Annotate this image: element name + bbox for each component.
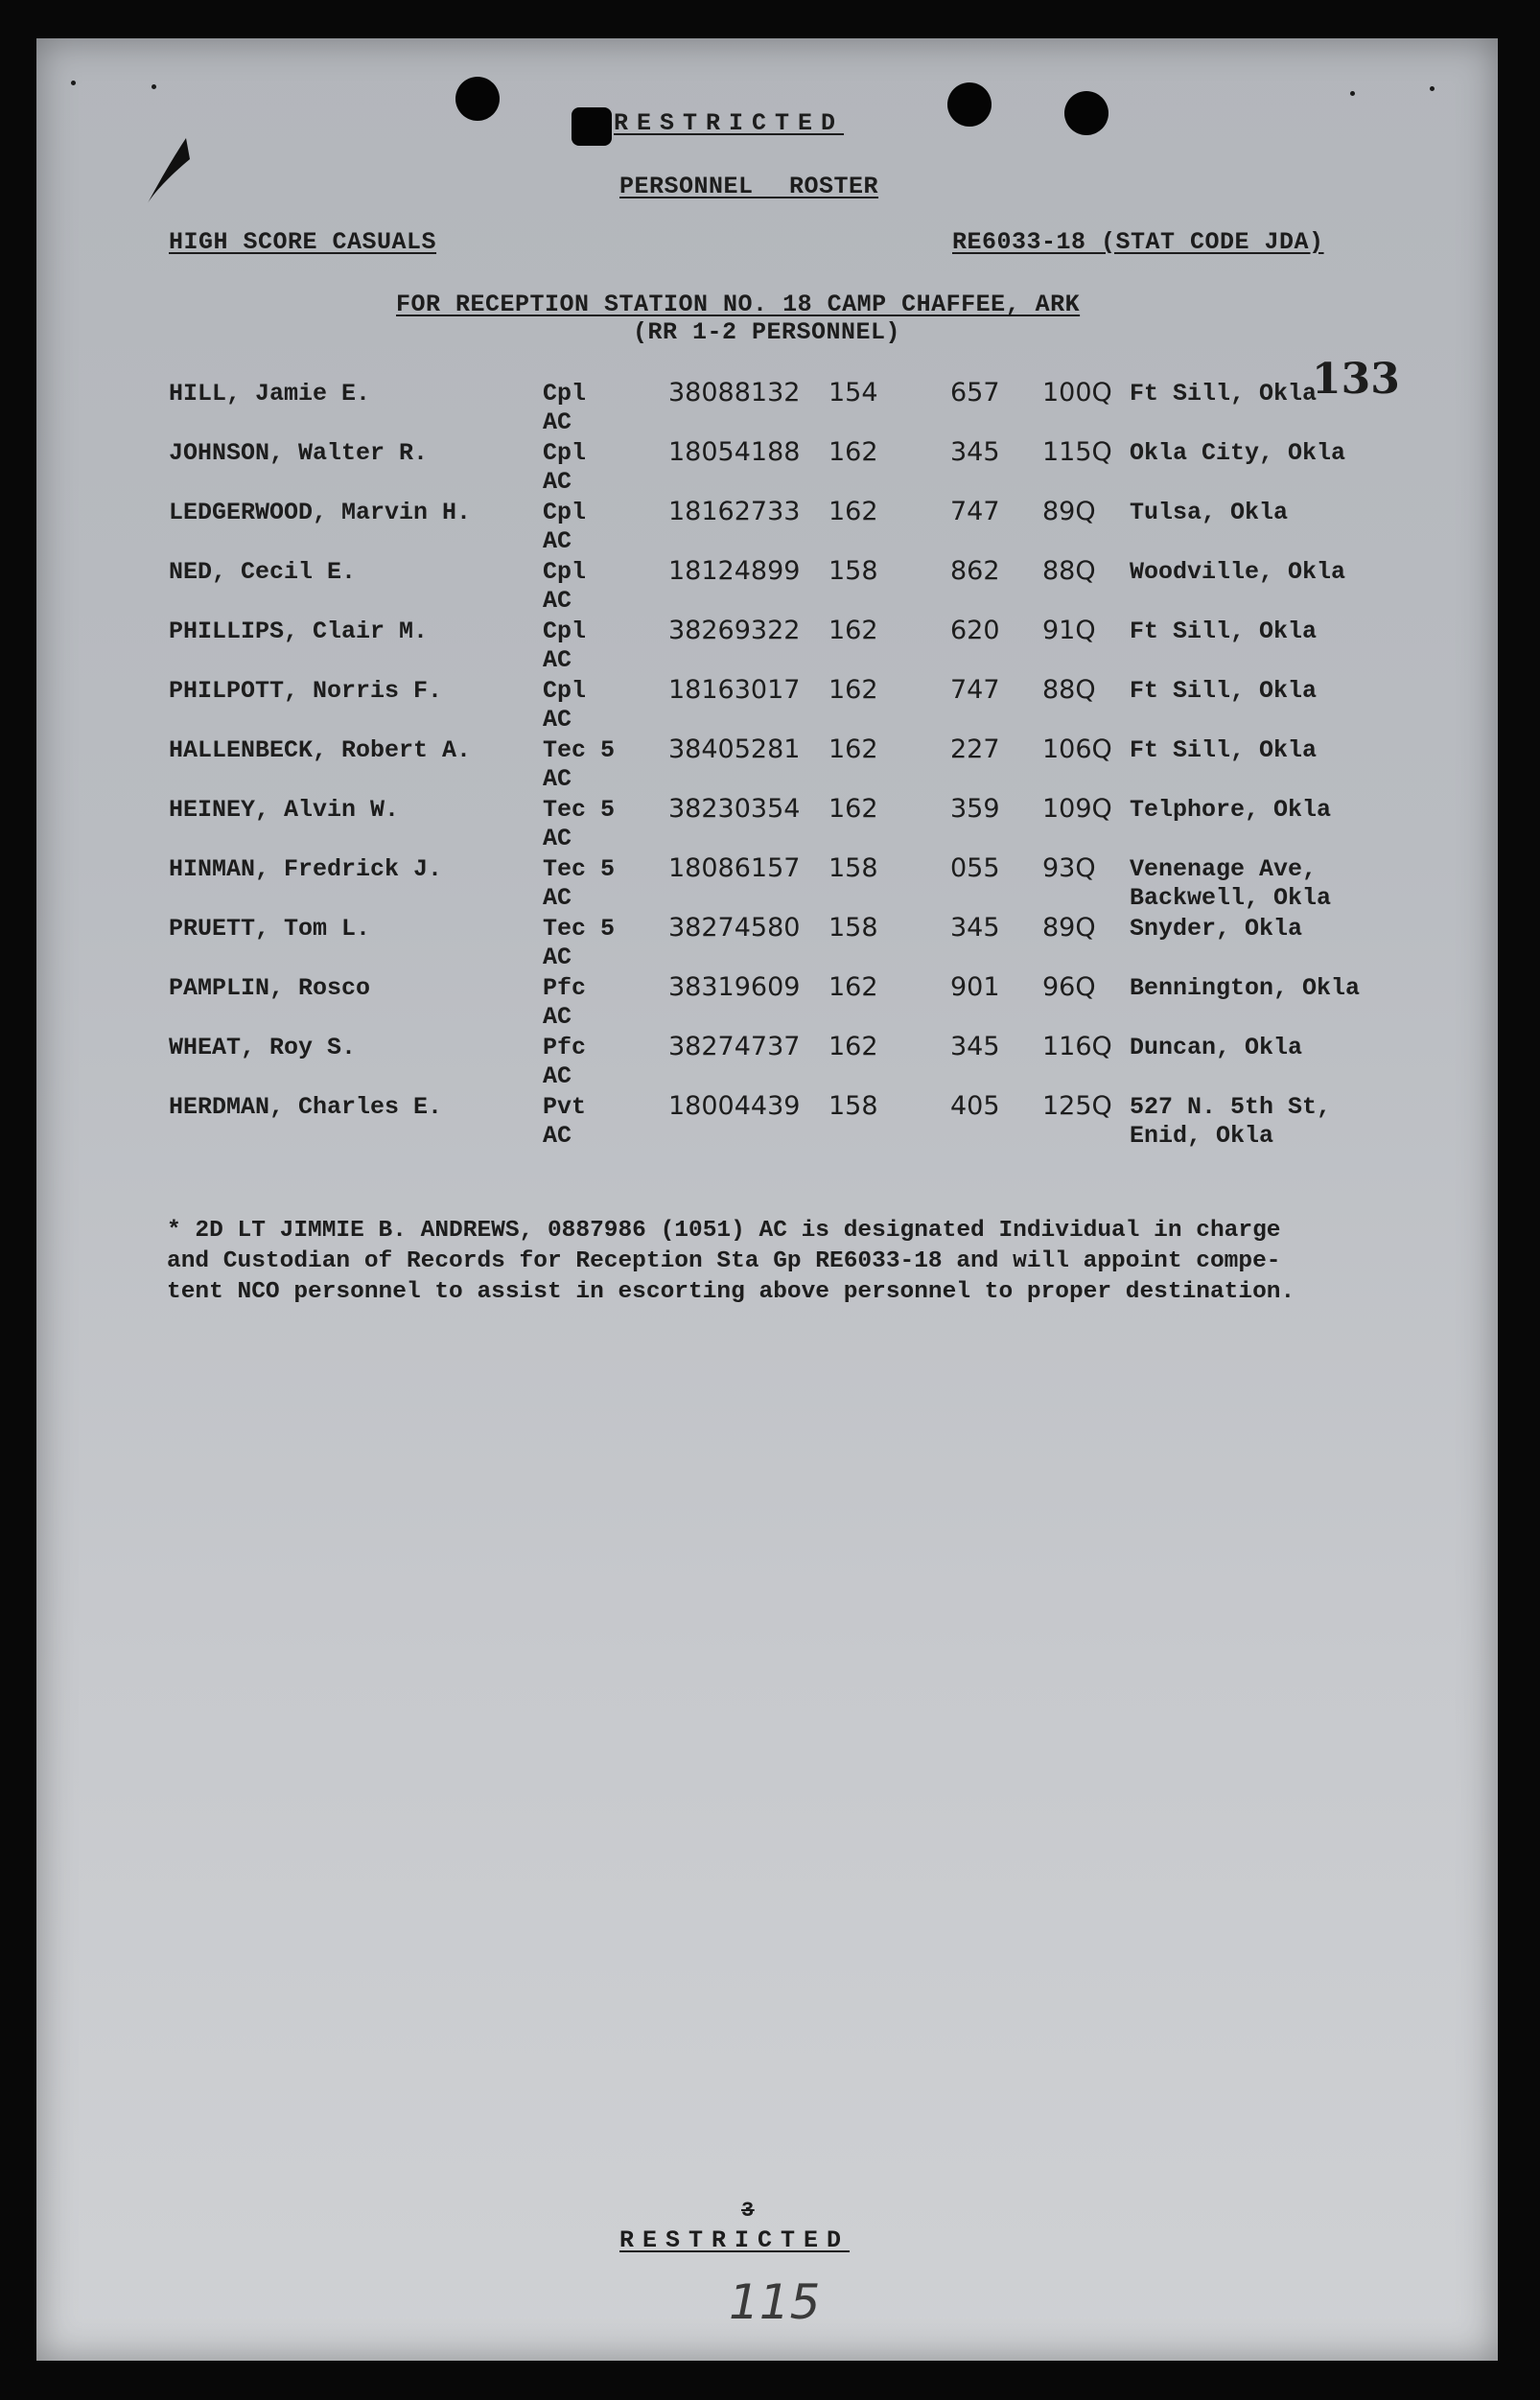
personnel-score: 88Q	[1042, 675, 1096, 705]
personnel-grade: Pfc	[543, 1034, 587, 1061]
personnel-name: WHEAT, Roy S.	[169, 1034, 357, 1061]
personnel-arm: AC	[543, 587, 572, 615]
personnel-name: HILL, Jamie E.	[169, 380, 371, 408]
personnel-serial: 38274737	[668, 1032, 801, 1061]
footnote-line: tent NCO personnel to assist in escorting above personnel to proper destination.	[167, 1279, 1295, 1305]
personnel-address: Telphore, Okla	[1130, 796, 1332, 824]
personnel-code-1: 162	[828, 616, 878, 645]
personnel-address: Bennington, Okla	[1130, 974, 1361, 1002]
personnel-grade: Cpl	[543, 499, 587, 526]
personnel-score: 89Q	[1042, 913, 1096, 943]
personnel-arm: AC	[543, 884, 572, 912]
personnel-code-2: 345	[950, 1032, 1000, 1061]
personnel-name: HERDMAN, Charles E.	[169, 1093, 443, 1121]
personnel-code-2: 359	[950, 794, 1000, 824]
personnel-score: 125Q	[1042, 1091, 1112, 1121]
personnel-arm: AC	[543, 1003, 572, 1031]
personnel-address: Ft Sill, Okla	[1130, 677, 1318, 705]
personnel-code-1: 158	[828, 913, 878, 943]
personnel-address: Venenage Ave,	[1130, 855, 1318, 883]
roster-row	[36, 915, 1498, 974]
personnel-serial: 38269322	[668, 616, 801, 645]
document-sheet	[36, 38, 1498, 2361]
roster-row	[36, 499, 1498, 558]
speck	[1430, 86, 1435, 91]
personnel-code-2: 227	[950, 734, 1000, 764]
speck	[1350, 91, 1355, 96]
personnel-grade: Tec 5	[543, 796, 616, 824]
ink-mark	[140, 134, 198, 211]
personnel-serial: 18124899	[668, 556, 801, 586]
personnel-code-2: 747	[950, 497, 1000, 526]
roster-row	[36, 855, 1498, 915]
station-line: FOR RECEPTION STATION NO. 18 CAMP CHAFFEE, ARK	[396, 291, 1081, 318]
personnel-grade: Tec 5	[543, 915, 616, 943]
personnel-score: 100Q	[1042, 378, 1112, 408]
punch-hole	[1064, 91, 1108, 135]
personnel-arm: AC	[543, 1122, 572, 1150]
personnel-address: Ft Sill, Okla	[1130, 736, 1318, 764]
personnel-code-1: 158	[828, 853, 878, 883]
personnel-score: 106Q	[1042, 734, 1112, 764]
personnel-address: Woodville, Okla	[1130, 558, 1346, 586]
personnel-code-1: 162	[828, 675, 878, 705]
personnel-grade: Pfc	[543, 974, 587, 1002]
personnel-score: 88Q	[1042, 556, 1096, 586]
roster-row	[36, 1034, 1498, 1093]
personnel-arm: AC	[543, 527, 572, 555]
personnel-address-line-2: Enid, Okla	[1130, 1122, 1274, 1150]
classification-footer: RESTRICTED	[619, 2226, 851, 2254]
personnel-arm: AC	[543, 1062, 572, 1090]
personnel-code-2: 345	[950, 437, 1000, 467]
personnel-code-1: 154	[828, 378, 878, 408]
personnel-name: PHILLIPS, Clair M.	[169, 617, 429, 645]
roster-row	[36, 736, 1498, 796]
personnel-name: PAMPLIN, Rosco	[169, 974, 371, 1002]
footnote	[167, 1216, 1404, 1308]
personnel-arm: AC	[543, 765, 572, 793]
personnel-serial: 38405281	[668, 734, 801, 764]
personnel-score: 116Q	[1042, 1032, 1112, 1061]
personnel-score: 109Q	[1042, 794, 1112, 824]
personnel-grade: Tec 5	[543, 855, 616, 883]
punch-hole	[572, 107, 612, 146]
personnel-address: Ft Sill, Okla	[1130, 617, 1318, 645]
personnel-grade: Cpl	[543, 558, 587, 586]
handwritten-number: 115	[729, 2274, 821, 2330]
roster-row	[36, 380, 1498, 439]
personnel-code-1: 158	[828, 1091, 878, 1121]
personnel-serial: 38319609	[668, 972, 801, 1002]
group-code: RE6033-18 (STAT CODE JDA)	[952, 228, 1324, 256]
personnel-code-2: 405	[950, 1091, 1000, 1121]
personnel-grade: Cpl	[543, 380, 587, 408]
personnel-grade: Cpl	[543, 677, 587, 705]
personnel-code-1: 162	[828, 1032, 878, 1061]
personnel-score: 91Q	[1042, 616, 1096, 645]
personnel-code-2: 901	[950, 972, 1000, 1002]
personnel-serial: 38088132	[668, 378, 801, 408]
personnel-address: Ft Sill, Okla	[1130, 380, 1318, 408]
personnel-score: 115Q	[1042, 437, 1112, 467]
personnel-code-1: 162	[828, 437, 878, 467]
group-label: HIGH SCORE CASUALS	[169, 228, 437, 256]
roster-row	[36, 796, 1498, 855]
roster-row	[36, 439, 1498, 499]
personnel-code-2: 345	[950, 913, 1000, 943]
personnel-grade: Cpl	[543, 439, 587, 467]
personnel-grade: Pvt	[543, 1093, 587, 1121]
personnel-name: LEDGERWOOD, Marvin H.	[169, 499, 472, 526]
personnel-score: 93Q	[1042, 853, 1096, 883]
personnel-score: 89Q	[1042, 497, 1096, 526]
personnel-serial: 18162733	[668, 497, 801, 526]
personnel-code-1: 162	[828, 497, 878, 526]
personnel-address-line-2: Backwell, Okla	[1130, 884, 1332, 912]
footnote-line: and Custodian of Records for Reception Sta Gp RE6033-18 and will appoint compe-	[167, 1248, 1281, 1274]
personnel-arm: AC	[543, 646, 572, 674]
personnel-serial: 18054188	[668, 437, 801, 467]
personnel-code-2: 657	[950, 378, 1000, 408]
personnel-name: HALLENBECK, Robert A.	[169, 736, 472, 764]
personnel-address: Tulsa, Okla	[1130, 499, 1289, 526]
personnel-code-1: 158	[828, 556, 878, 586]
personnel-code-1: 162	[828, 972, 878, 1002]
roster-row	[36, 617, 1498, 677]
personnel-arm: AC	[543, 825, 572, 852]
personnel-arm: AC	[543, 408, 572, 436]
personnel-arm: AC	[543, 944, 572, 971]
roster-subtitle: (RR 1-2 PERSONNEL)	[633, 318, 901, 346]
personnel-name: HEINEY, Alvin W.	[169, 796, 400, 824]
personnel-address: Okla City, Okla	[1130, 439, 1346, 467]
personnel-code-2: 620	[950, 616, 1000, 645]
personnel-serial: 18086157	[668, 853, 801, 883]
personnel-grade: Tec 5	[543, 736, 616, 764]
classification-header: RESTRICTED	[614, 109, 845, 137]
roster-row	[36, 558, 1498, 617]
punch-hole	[455, 77, 500, 121]
personnel-code-2: 055	[950, 853, 1000, 883]
footer-page-mark: 3	[741, 2199, 755, 2223]
personnel-serial: 18163017	[668, 675, 801, 705]
personnel-grade: Cpl	[543, 617, 587, 645]
personnel-name: NED, Cecil E.	[169, 558, 357, 586]
personnel-name: JOHNSON, Walter R.	[169, 439, 429, 467]
roster-row	[36, 974, 1498, 1034]
speck	[71, 81, 76, 85]
personnel-address: Snyder, Okla	[1130, 915, 1303, 943]
speck	[152, 84, 156, 89]
personnel-code-1: 162	[828, 734, 878, 764]
personnel-code-1: 162	[828, 794, 878, 824]
personnel-name: HINMAN, Fredrick J.	[169, 855, 443, 883]
personnel-serial: 38274580	[668, 913, 801, 943]
punch-hole	[947, 82, 992, 127]
personnel-name: PRUETT, Tom L.	[169, 915, 371, 943]
personnel-score: 96Q	[1042, 972, 1096, 1002]
roster-row	[36, 1093, 1498, 1153]
document-title: PERSONNEL ROSTER	[619, 173, 879, 200]
personnel-address: 527 N. 5th St,	[1130, 1093, 1332, 1121]
roster-row	[36, 677, 1498, 736]
footnote-line: * 2D LT JIMMIE B. ANDREWS, 0887986 (1051) AC is designated Individual in charge	[167, 1218, 1281, 1244]
page-number: 133	[1312, 355, 1400, 404]
personnel-arm: AC	[543, 468, 572, 496]
personnel-code-2: 747	[950, 675, 1000, 705]
personnel-code-2: 862	[950, 556, 1000, 586]
personnel-serial: 18004439	[668, 1091, 801, 1121]
personnel-name: PHILPOTT, Norris F.	[169, 677, 443, 705]
personnel-serial: 38230354	[668, 794, 801, 824]
personnel-address: Duncan, Okla	[1130, 1034, 1303, 1061]
personnel-arm: AC	[543, 706, 572, 734]
